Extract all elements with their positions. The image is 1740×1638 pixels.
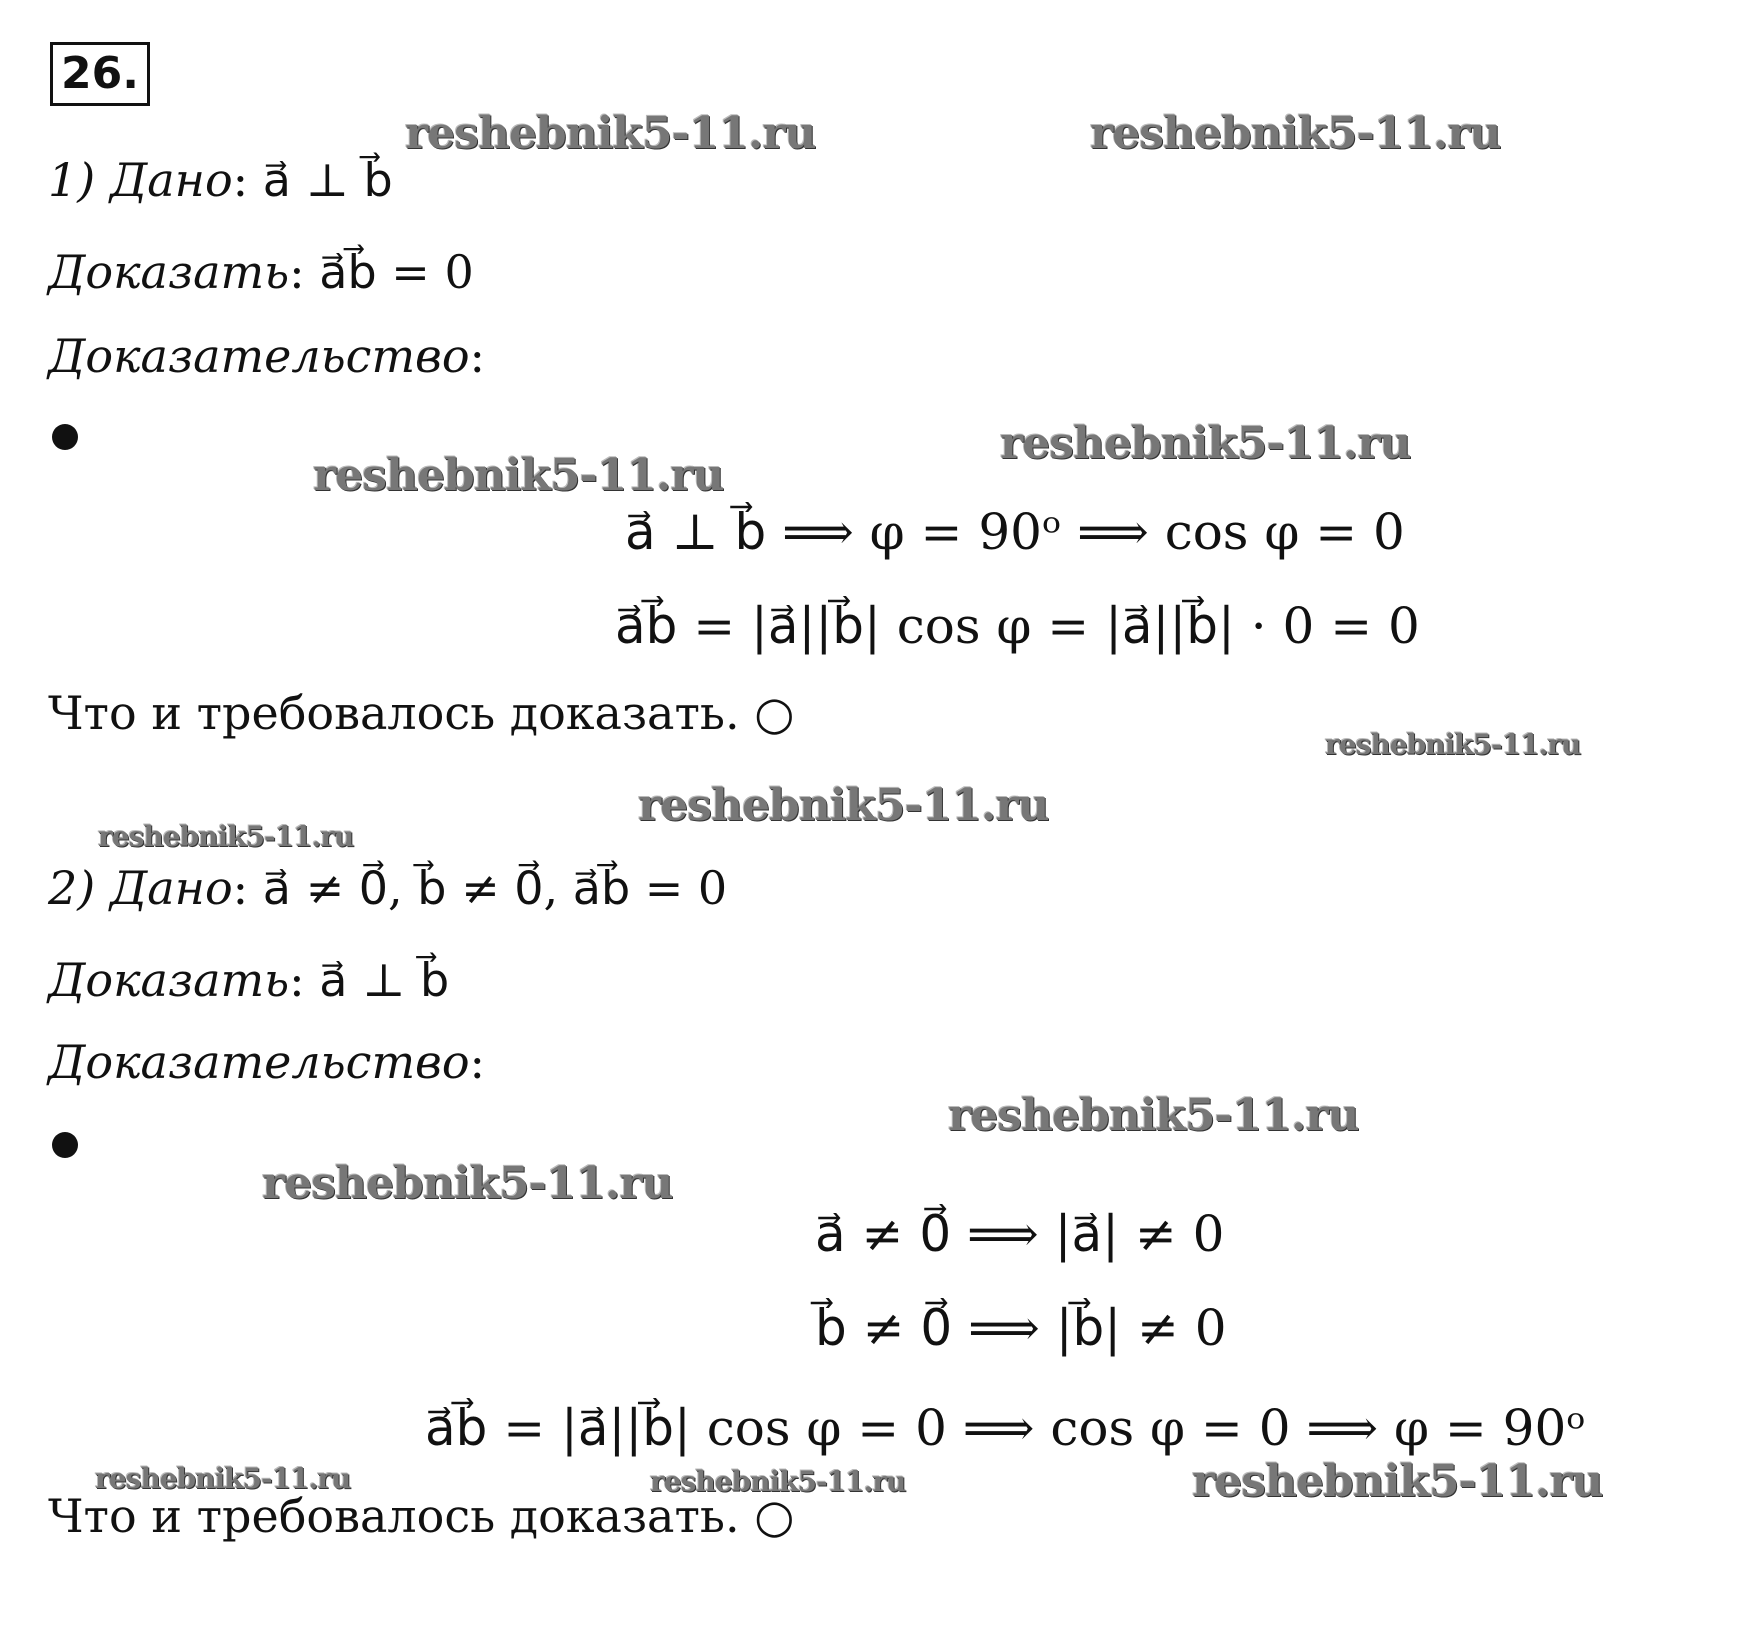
part1-proof-line [48,326,485,386]
watermark: reshebnik5-11.ru [95,1462,351,1495]
watermark: reshebnik5-11.ru [1325,728,1581,761]
part1-prove-line [48,242,474,302]
part2-given-line [48,858,727,918]
part2-given-label: 2) Дано [48,861,233,915]
watermark: reshebnik5-11.ru [405,108,816,159]
part1-formula-2: a⃗b⃗ = |a⃗||b⃗| cos φ = |a⃗||b⃗| · 0 = 0 [615,597,1420,655]
watermark: reshebnik5-11.ru [1090,108,1501,159]
part1-proof-colon: : [469,329,486,383]
part1-bullet [52,424,78,450]
watermark: reshebnik5-11.ru [1000,418,1411,469]
part1-given-expr: : a⃗ ⊥ b⃗ [232,153,393,207]
part2-prove-label: Доказать [48,953,290,1007]
part2-given-expr: : a⃗ ≠ 0⃗, b⃗ ≠ 0⃗, a⃗b⃗ = 0 [232,861,728,915]
part1-prove-expr: : a⃗b⃗ = 0 [289,245,474,299]
part1-given-label: 1) Дано [48,153,233,207]
part1-conclusion: Что и требовалось доказать. ○ [48,686,795,740]
part2-formula-2: b⃗ ≠ 0⃗ ⟹ |b⃗| ≠ 0 [815,1299,1227,1357]
part2-conclusion: Что и требовалось доказать. ○ [48,1489,795,1543]
part2-formula-3: a⃗b⃗ = |a⃗||b⃗| cos φ = 0 ⟹ cos φ = 0 ⟹ φ = 90ᵒ [425,1399,1586,1457]
watermark: reshebnik5-11.ru [313,450,724,501]
part2-prove-line [48,950,449,1010]
watermark: reshebnik5-11.ru [98,820,354,853]
watermark: reshebnik5-11.ru [262,1158,673,1209]
part2-proof-label: Доказательство [48,1035,470,1089]
part1-given-line [48,150,393,210]
part2-prove-expr: : a⃗ ⊥ b⃗ [289,953,450,1007]
watermark: reshebnik5-11.ru [650,1465,906,1498]
part1-proof-label: Доказательство [48,329,470,383]
watermark: reshebnik5-11.ru [948,1090,1359,1141]
part2-formula-1: a⃗ ≠ 0⃗ ⟹ |a⃗| ≠ 0 [815,1205,1225,1263]
part2-proof-colon: : [469,1035,486,1089]
watermark: reshebnik5-11.ru [1192,1456,1603,1507]
part1-formula-1: a⃗ ⊥ b⃗ ⟹ φ = 90ᵒ ⟹ cos φ = 0 [625,503,1405,561]
watermark: reshebnik5-11.ru [638,780,1049,831]
part2-bullet [52,1132,78,1158]
problem-number: 26. [50,42,150,106]
part1-prove-label: Доказать [48,245,290,299]
part2-proof-line [48,1032,485,1092]
